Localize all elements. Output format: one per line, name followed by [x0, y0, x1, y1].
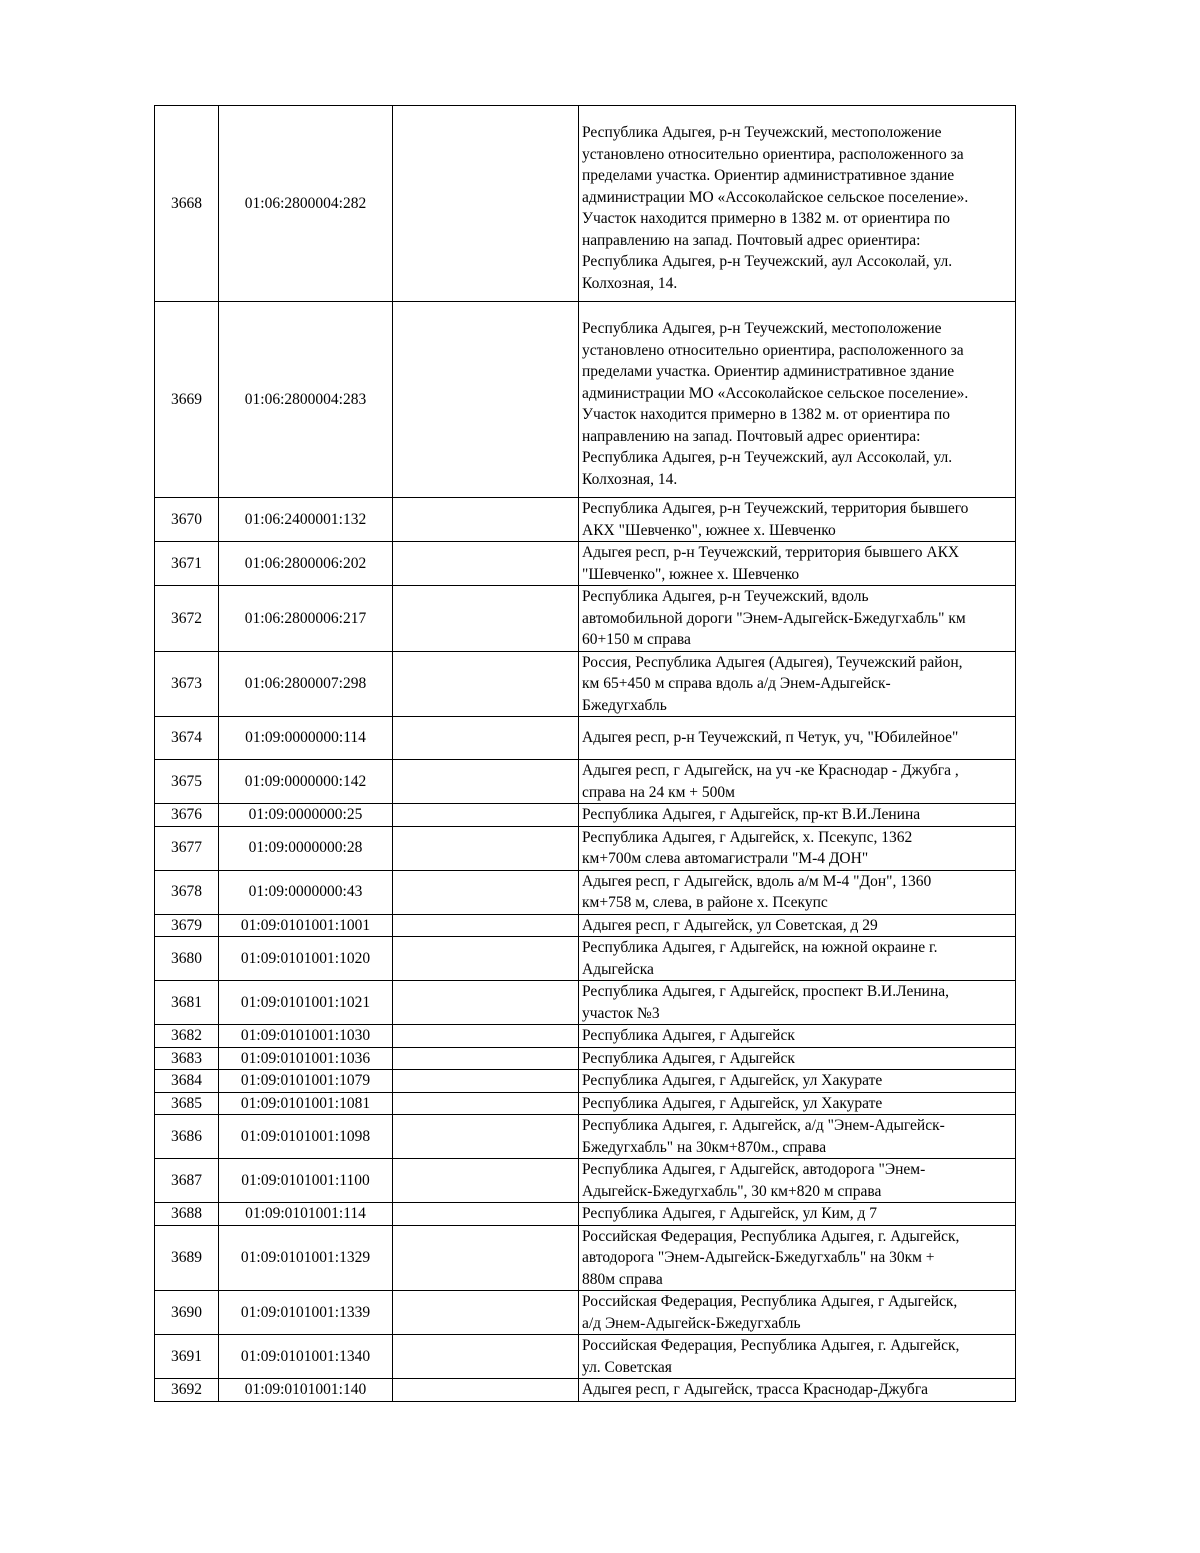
address-cell — [579, 106, 1016, 302]
row-number-cell: 3690 — [155, 1291, 219, 1335]
cadastral-number-cell: 01:09:0000000:28 — [219, 826, 393, 870]
row-number-cell: 3670 — [155, 498, 219, 542]
row-number-cell: 3671 — [155, 542, 219, 586]
address-cell — [579, 1092, 1016, 1115]
row-number-cell: 3673 — [155, 651, 219, 717]
table-row — [155, 1025, 1016, 1048]
address-line: автодорога "Энем-Адыгейск-Бжедугхабль" на 30км + — [582, 1249, 935, 1266]
empty-cell — [393, 804, 579, 827]
address-line: км+700м слева автомагистрали "М-4 ДОН" — [582, 850, 869, 867]
address-line: установлено относительно ориентира, расположенного за — [582, 341, 964, 359]
address-line: Республика Адыгея, г Адыгейск, на южной окраине г. — [582, 939, 938, 956]
empty-cell — [393, 717, 579, 760]
cadastral-number-cell: 01:09:0101001:1329 — [219, 1225, 393, 1291]
address-line: 880м справа — [582, 1270, 663, 1288]
table-row — [155, 804, 1016, 827]
address-line: администрации МО «Ассоколайское сельское поселение». — [582, 188, 969, 206]
address-cell — [579, 1379, 1016, 1402]
address-cell — [579, 1115, 1016, 1159]
row-number-cell: 3689 — [155, 1225, 219, 1291]
address-line: Российская Федерация, Республика Адыгея, г. Адыгейск, — [582, 1337, 960, 1354]
address-line: направлению на запад. Почтовый адрес ориентира: — [582, 231, 921, 249]
address-line: а/д Энем-Адыгейск-Бжедугхабль — [582, 1314, 801, 1332]
address-line: Адыгея респ, г Адыгейск, ул Советская, д 29 — [582, 916, 878, 934]
address-line: Адыгея респ, р-н Теучежский, п Четук, уч, "Юбилейное" — [582, 729, 959, 747]
row-number-cell: 3678 — [155, 870, 219, 914]
table-row — [155, 498, 1016, 542]
row-number-cell: 3668 — [155, 106, 219, 302]
row-number-cell: 3674 — [155, 717, 219, 760]
address-line: Республика Адыгея, р-н Теучежский, аул Ассоколай, ул. — [582, 449, 953, 466]
cadastral-number-cell: 01:09:0000000:43 — [219, 870, 393, 914]
cadastral-number-cell: 01:09:0000000:114 — [219, 717, 393, 760]
table-row — [155, 1115, 1016, 1159]
table-row — [155, 1159, 1016, 1203]
address-line: направлению на запад. Почтовый адрес ориентира: — [582, 427, 921, 445]
address-line: Республика Адыгея, г Адыгейск, ул Хакурате — [582, 1072, 883, 1089]
table-row — [155, 717, 1016, 760]
table-row — [155, 586, 1016, 652]
address-line: Колхозная, 14. — [582, 470, 678, 488]
address-cell — [579, 1225, 1016, 1291]
address-cell — [579, 498, 1016, 542]
address-line: Участок находится примерно в 1382 м. от ориентира по — [582, 210, 951, 227]
cadastral-number-cell: 01:09:0101001:1339 — [219, 1291, 393, 1335]
address-line: Адыгея респ, г Адыгейск, на уч -ке Краснодар - Джубга , — [582, 762, 959, 779]
table-row — [155, 1225, 1016, 1291]
empty-cell — [393, 1047, 579, 1070]
address-line: справа на 24 км + 500м — [582, 783, 735, 801]
cadastral-number-cell: 01:06:2800004:283 — [219, 302, 393, 498]
address-cell — [579, 760, 1016, 804]
table-row — [155, 1092, 1016, 1115]
address-cell — [579, 1203, 1016, 1226]
address-line: Бжедугхабль — [582, 696, 667, 714]
table-row — [155, 1070, 1016, 1093]
cadastral-number-cell: 01:06:2800007:298 — [219, 651, 393, 717]
address-line: Российская Федерация, Республика Адыгея, г Адыгейск, — [582, 1293, 958, 1310]
empty-cell — [393, 981, 579, 1025]
address-line: пределами участка. Ориентир административное здание — [582, 167, 955, 184]
address-line: Адыгея респ, г Адыгейск, трасса Краснодар-Джубга — [582, 1381, 929, 1398]
address-line: администрации МО «Ассоколайское сельское поселение». — [582, 384, 969, 402]
table-row — [155, 1047, 1016, 1070]
address-line: Республика Адыгея, г Адыгейск — [582, 1027, 795, 1044]
address-line: пределами участка. Ориентир административное здание — [582, 363, 955, 380]
address-line: Республика Адыгея, г Адыгейск, автодорога "Энем- — [582, 1161, 926, 1178]
address-line: Республика Адыгея, г Адыгейск, ул Хакурате — [582, 1094, 883, 1112]
table-row — [155, 870, 1016, 914]
row-number-cell: 3682 — [155, 1025, 219, 1048]
cadastral-number-cell: 01:09:0000000:142 — [219, 760, 393, 804]
address-cell — [579, 826, 1016, 870]
empty-cell — [393, 498, 579, 542]
address-cell — [579, 981, 1016, 1025]
address-line: 60+150 м справа — [582, 631, 691, 648]
empty-cell — [393, 937, 579, 981]
address-cell — [579, 302, 1016, 498]
address-cell — [579, 1335, 1016, 1379]
address-line: Республика Адыгея, г Адыгейск — [582, 1049, 795, 1067]
table-row — [155, 1379, 1016, 1402]
cadastral-number-cell: 01:09:0101001:1079 — [219, 1070, 393, 1093]
cadastral-number-cell: 01:09:0101001:114 — [219, 1203, 393, 1226]
table-row — [155, 1335, 1016, 1379]
table-row — [155, 542, 1016, 586]
cadastral-number-cell: 01:06:2800006:217 — [219, 586, 393, 652]
empty-cell — [393, 302, 579, 498]
address-line: Республика Адыгея, р-н Теучежский, местоположение — [582, 320, 942, 337]
row-number-cell: 3686 — [155, 1115, 219, 1159]
address-line: Бжедугхабль" на 30км+870м., справа — [582, 1138, 827, 1156]
address-cell — [579, 1047, 1016, 1070]
empty-cell — [393, 1070, 579, 1093]
address-line: км+758 м, слева, в районе х. Псекупс — [582, 894, 828, 911]
cadastral-number-cell: 01:06:2800004:282 — [219, 106, 393, 302]
address-line: Республика Адыгея, г Адыгейск, проспект В.И.Ленина, — [582, 983, 950, 1000]
cadastral-number-cell: 01:09:0101001:1001 — [219, 914, 393, 937]
row-number-cell: 3685 — [155, 1092, 219, 1115]
empty-cell — [393, 542, 579, 586]
address-line: Адыгея респ, г Адыгейск, вдоль а/м М-4 "Дон", 1360 — [582, 872, 932, 890]
cadastral-number-cell: 01:09:0101001:1021 — [219, 981, 393, 1025]
empty-cell — [393, 1092, 579, 1115]
cadastral-number-cell: 01:09:0101001:140 — [219, 1379, 393, 1402]
empty-cell — [393, 586, 579, 652]
empty-cell — [393, 106, 579, 302]
address-cell — [579, 1291, 1016, 1335]
address-line: Россия, Республика Адыгея (Адыгея), Теучежский район, — [582, 653, 963, 671]
table-row — [155, 106, 1016, 302]
cadastral-number-cell: 01:09:0101001:1036 — [219, 1047, 393, 1070]
address-line: Республика Адыгея, г Адыгейск, пр-кт В.И.Ленина — [582, 806, 921, 823]
address-cell — [579, 1070, 1016, 1093]
row-number-cell: 3688 — [155, 1203, 219, 1226]
row-number-cell: 3684 — [155, 1070, 219, 1093]
cadastral-number-cell: 01:09:0000000:25 — [219, 804, 393, 827]
land-register-table — [154, 105, 1016, 1402]
address-cell — [579, 914, 1016, 937]
row-number-cell: 3675 — [155, 760, 219, 804]
table-row — [155, 826, 1016, 870]
table-row — [155, 914, 1016, 937]
row-number-cell: 3687 — [155, 1159, 219, 1203]
address-cell — [579, 651, 1016, 717]
empty-cell — [393, 1291, 579, 1335]
cadastral-number-cell: 01:09:0101001:1030 — [219, 1025, 393, 1048]
table-row — [155, 1203, 1016, 1226]
address-line: Республика Адыгея, г. Адыгейск, а/д "Энем-Адыгейск- — [582, 1117, 945, 1134]
empty-cell — [393, 651, 579, 717]
cadastral-number-cell: 01:09:0101001:1081 — [219, 1092, 393, 1115]
address-line: Республика Адыгея, г Адыгейск, ул Ким, д 7 — [582, 1205, 877, 1222]
address-cell — [579, 1025, 1016, 1048]
empty-cell — [393, 914, 579, 937]
row-number-cell: 3692 — [155, 1379, 219, 1402]
address-line: Республика Адыгея, р-н Теучежский, территория бывшего — [582, 500, 969, 517]
row-number-cell: 3677 — [155, 826, 219, 870]
address-line: км 65+450 м справа вдоль а/д Энем-Адыгейск- — [582, 675, 891, 692]
row-number-cell: 3669 — [155, 302, 219, 498]
address-line: Республика Адыгея, р-н Теучежский, вдоль — [582, 588, 869, 605]
table-row — [155, 760, 1016, 804]
empty-cell — [393, 1025, 579, 1048]
empty-cell — [393, 1203, 579, 1226]
table-row — [155, 302, 1016, 498]
address-cell — [579, 542, 1016, 586]
address-line: ул. Советская — [582, 1358, 672, 1376]
address-line: Республика Адыгея, г Адыгейск, х. Псекупс, 1362 — [582, 828, 913, 846]
address-line: установлено относительно ориентира, расположенного за — [582, 145, 964, 163]
row-number-cell: 3683 — [155, 1047, 219, 1070]
empty-cell — [393, 1335, 579, 1379]
cadastral-number-cell: 01:06:2800006:202 — [219, 542, 393, 586]
address-line: Российская Федерация, Республика Адыгея, г. Адыгейск, — [582, 1227, 960, 1245]
cadastral-number-cell: 01:06:2400001:132 — [219, 498, 393, 542]
empty-cell — [393, 870, 579, 914]
address-cell — [579, 1159, 1016, 1203]
address-cell — [579, 937, 1016, 981]
address-line: Республика Адыгея, р-н Теучежский, аул Ассоколай, ул. — [582, 253, 953, 270]
empty-cell — [393, 1225, 579, 1291]
empty-cell — [393, 1379, 579, 1402]
address-line: Республика Адыгея, р-н Теучежский, местоположение — [582, 124, 942, 141]
address-line: Адыгея респ, р-н Теучежский, территория бывшего АКХ — [582, 544, 960, 561]
row-number-cell: 3681 — [155, 981, 219, 1025]
row-number-cell: 3680 — [155, 937, 219, 981]
empty-cell — [393, 1115, 579, 1159]
empty-cell — [393, 826, 579, 870]
address-line: Колхозная, 14. — [582, 274, 678, 292]
cadastral-number-cell: 01:09:0101001:1098 — [219, 1115, 393, 1159]
empty-cell — [393, 1159, 579, 1203]
address-line: участок №3 — [582, 1004, 660, 1022]
address-line: Адыгейска — [582, 960, 654, 978]
address-line: Адыгейск-Бжедугхабль", 30 км+820 м справа — [582, 1182, 882, 1200]
cadastral-number-cell: 01:09:0101001:1100 — [219, 1159, 393, 1203]
address-cell — [579, 586, 1016, 652]
address-line: АКХ "Шевченко", южнее х. Шевченко — [582, 521, 836, 539]
row-number-cell: 3679 — [155, 914, 219, 937]
address-cell — [579, 804, 1016, 827]
address-line: автомобильной дороги "Энем-Адыгейск-Бжедугхабль" км — [582, 609, 966, 627]
cadastral-number-cell: 01:09:0101001:1340 — [219, 1335, 393, 1379]
row-number-cell: 3691 — [155, 1335, 219, 1379]
address-line: "Шевченко", южнее х. Шевченко — [582, 565, 800, 583]
table-row — [155, 937, 1016, 981]
table-body — [155, 106, 1016, 1402]
row-number-cell: 3676 — [155, 804, 219, 827]
row-number-cell: 3672 — [155, 586, 219, 652]
address-line: Участок находится примерно в 1382 м. от ориентира по — [582, 406, 951, 423]
table-row — [155, 651, 1016, 717]
table-row — [155, 1291, 1016, 1335]
address-cell — [579, 717, 1016, 760]
address-cell — [579, 870, 1016, 914]
empty-cell — [393, 760, 579, 804]
table-row — [155, 981, 1016, 1025]
cadastral-number-cell: 01:09:0101001:1020 — [219, 937, 393, 981]
